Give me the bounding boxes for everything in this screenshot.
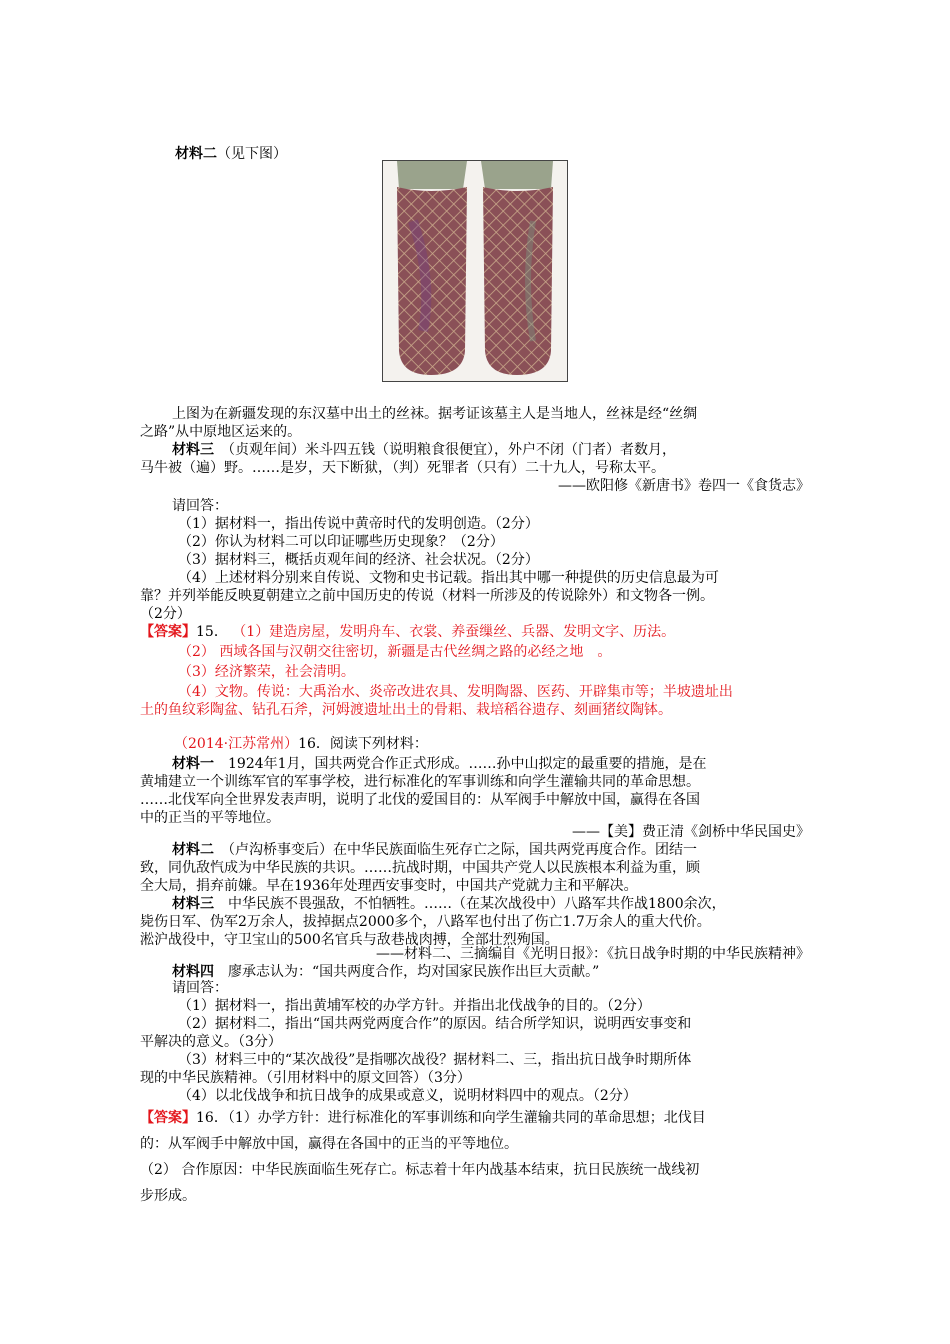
q15-question-1: （1）据材料一，指出传说中黄帝时代的发明创造。（2分） [178,516,539,532]
answer-15-part-4-line-2: 土的鱼纹彩陶盆、钻孔石斧，河姆渡遗址出土的骨耜、栽培稻谷遗存、刻画猪纹陶钵。 [140,702,672,718]
silk-socks-photo [382,160,568,382]
question-16-title: 16．阅读下列材料： [298,736,428,752]
material-16-2-text: （卢沟桥事变后）在中华民族面临生死存亡之际，国共两党再度合作。团结一 [228,842,697,858]
answer-15-part-1: （1）建造房屋，发明舟车、衣裳、养蚕缫丝、兵器、发明文字、历法。 [232,624,676,640]
q15-prompt: 请回答： [172,498,228,514]
material-16-4-text: 廖承志认为：“国共两度合作，均对国家民族作出巨大贡献。” [228,964,600,980]
material-16-1-source: ——【美】费正清《剑桥中华民国史》 [572,824,810,840]
caption-line-1: 上图为在新疆发现的东汉墓中出土的丝袜。据考证该墓主人是当地人，丝袜是经“丝绸 [172,406,698,422]
material-3-source: ——欧阳修《新唐书》卷四一《食货志》 [558,478,810,494]
q16-question-4: （4）以北伐战争和抗日战争的成果或意义，说明材料四中的观点。（2分） [178,1088,637,1104]
silk-socks-illustration [383,161,567,381]
q16-question-3-line-1: （3）材料三中的“某次战役”是指哪次战役？据材料二、三，指出抗日战争时期所体 [178,1052,692,1068]
q15-question-3: （3）据材料三，概括贞观年间的经济、社会状况。（2分） [178,552,539,568]
material-16-1-line-3: ……北伐军向全世界发表声明，说明了北伐的爱国目的：从军阀手中解放中国，赢得在各国 [140,792,700,808]
q16-prompt: 请回答： [172,980,228,996]
material-16-2-line-2: 致，同仇敌忾成为中华民族的共识。……抗战时期，中国共产党人以民族根本利益为重，顾 [140,860,700,876]
answer-tag: 【答案】 [140,1110,196,1126]
material-16-2-line-1 [172,841,850,859]
material-16-1-line-4: 中的正当的平等地位。 [140,810,280,826]
answer-number: 15． [196,624,228,640]
material-3-line-2: 马牛被（遍）野。……是岁，天下断狱，（判）死罪者（只有）二十九人，号称太平。 [140,460,665,476]
material-16-2-line-3: 全大局，捐弃前嫌。早在1936年处理西安事变时，中国共产党就力主和平解决。 [140,878,638,894]
material-label: 材料二 [175,146,217,162]
answer-15-part-2: （2） 西域各国与汉朝交往密切，新疆是古代丝绸之路的必经之地 。 [178,644,612,660]
answer-16-line-3: （2） 合作原因：中华民族面临生死存亡。标志着十年内战基本结束，抗日民族统一战线初 [140,1162,700,1178]
material-label: 材料一 [172,756,214,772]
q15-question-4-line-1: （4）上述材料分别来自传说、文物和史书记载。指出其中哪一种提供的历史信息最为可 [178,570,719,586]
material-16-1-line-1 [172,755,850,773]
material-16-3-line-2: 毙伤日军、伪军2万余人，拔掉据点2000多个，八路军也付出了伤亡1.7万余人的重大代价。 [140,914,711,930]
q16-question-2-line-2: 平解决的意义。（3分） [140,1034,282,1050]
answer-15-part-3: （3）经济繁荣，社会清明。 [178,664,355,680]
answer-16-line-1 [140,1109,818,1127]
material-16-1-text: 1924年1月，国共两党合作正式形成。……孙中山拟定的最重要的措施，是在 [228,756,707,772]
material-2-note: （见下图） [217,146,287,162]
material-3-text: （贞观年间）米斗四五钱（说明粮食很便宜），外户不闭（门者）者数月， [228,442,676,458]
q15-question-2: （2）你认为材料二可以印证哪些历史现象？（2分） [178,534,504,550]
answer-tag: 【答案】 [140,624,196,640]
answer-16-text: 16．（1）办学方针：进行标准化的军事训练和向学生灌输共同的革命思想；北伐目 [196,1110,706,1126]
q15-question-4-line-3: （2分） [140,606,191,622]
material-label: 材料四 [172,964,214,980]
material-label: 材料二 [172,842,214,858]
material-16-3-line-3: 淞沪战役中，守卫宝山的500名官兵与敌巷战肉搏，全部壮烈殉国。 [140,932,559,948]
question-16-heading [174,735,852,753]
material-16-3-text: 中华民族不畏强敌，不怕牺牲。……（在某次战役中）八路军共作战1800余次， [228,896,726,912]
q16-question-2-line-1: （2）据材料二，指出“国共两党两度合作”的原因。结合所学知识，说明西安事变和 [178,1016,692,1032]
material-16-1-line-2: 黄埔建立一个训练军官的军事学校，进行标准化的军事训练和向学生灌输共同的革命思想。 [140,774,700,790]
q16-question-1: （1）据材料一，指出黄埔军校的办学方针。并指出北伐战争的目的。（2分） [178,998,651,1014]
answer-16-line-4: 步形成。 [140,1188,196,1204]
caption-line-2: 之路”从中原地区运来的。 [140,424,302,440]
material-label: 材料三 [172,442,214,458]
answer-16-line-2: 的：从军阀手中解放中国，赢得在各国中的正当的平等地位。 [140,1136,518,1152]
material-3-line-1 [172,441,850,459]
answer-15-line-1 [140,623,818,641]
material-16-3-source: ——材料二、三摘编自《光明日报》：《抗日战争时期的中华民族精神》 [376,946,810,962]
material-16-3-line-1 [172,895,850,913]
material-label: 材料三 [172,896,214,912]
question-source: （2014·江苏常州） [174,736,299,752]
q16-question-3-line-2: 现的中华民族精神。（引用材料中的原文回答）（3分） [140,1070,471,1086]
answer-15-part-4-line-1: （4）文物。传说：大禹治水、炎帝改进农具、发明陶器、医药、开辟集市等；半坡遗址出 [178,684,733,700]
q15-question-4-line-2: 靠？并列举能反映夏朝建立之前中国历史的传说（材料一所涉及的传说除外）和文物各一例。 [140,588,714,604]
